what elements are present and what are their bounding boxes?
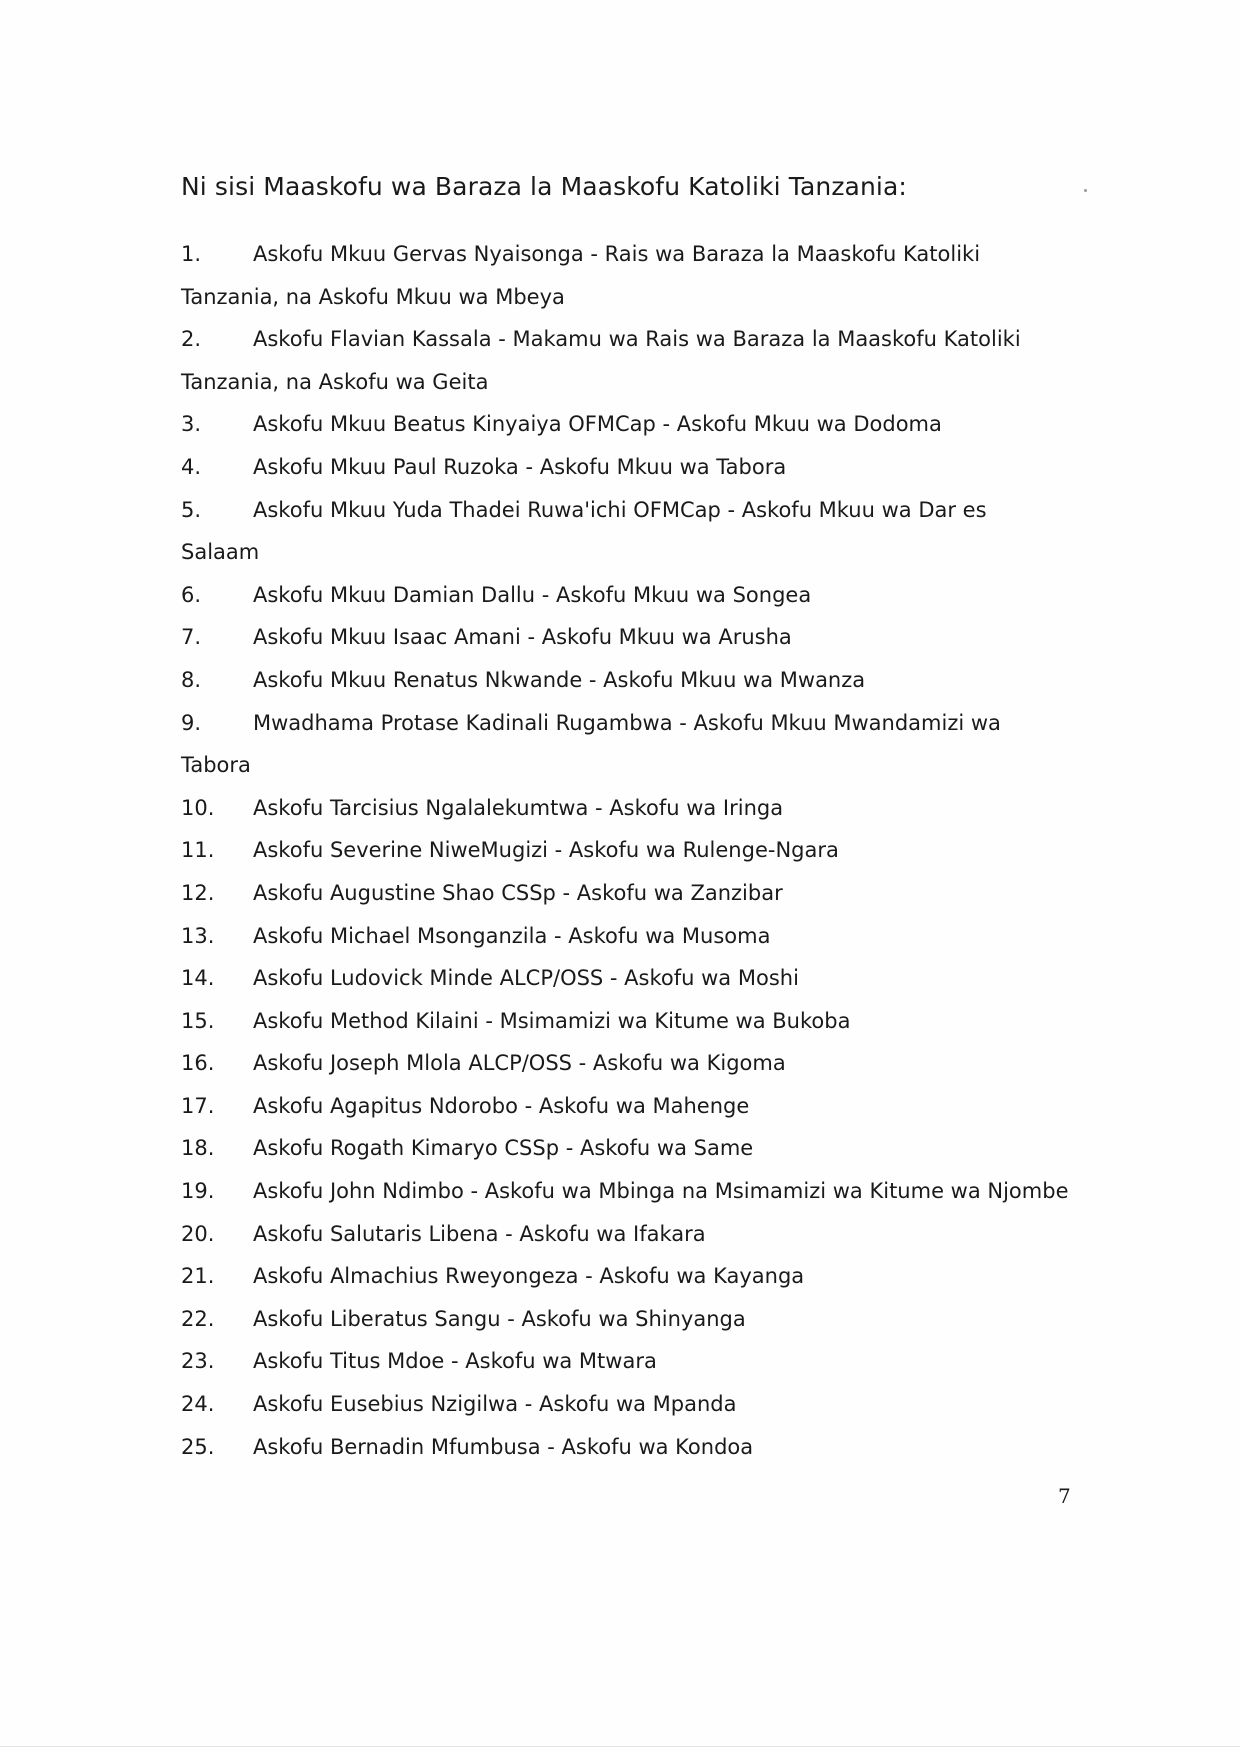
item-number: 14. [181, 966, 215, 991]
item-number: 9. [181, 710, 202, 735]
item-text: Askofu Liberatus Sangu - Askofu wa Shinyanga [253, 1306, 746, 1331]
item-number: 17. [181, 1093, 215, 1118]
list-item [181, 1042, 1111, 1085]
list-item [181, 915, 1111, 958]
item-number: 4. [181, 454, 202, 479]
item-text: Askofu Flavian Kassala - Makamu wa Rais wa Baraza la Maaskofu Katoliki [253, 327, 1021, 352]
item-text: Askofu Titus Mdoe - Askofu wa Mtwara [253, 1349, 657, 1374]
item-number: 5. [181, 497, 202, 522]
item-text: Askofu Ludovick Minde ALCP/OSS - Askofu wa Moshi [253, 966, 799, 991]
item-text: Askofu Mkuu Damian Dallu - Askofu Mkuu wa Songea [253, 582, 812, 607]
list-item [181, 787, 1111, 830]
item-text: Askofu Severine NiweMugizi - Askofu wa Rulenge-Ngara [253, 838, 839, 863]
item-number: 24. [181, 1392, 215, 1417]
item-text: Askofu Salutaris Libena - Askofu wa Ifakara [253, 1221, 706, 1246]
item-number: 7. [181, 625, 202, 650]
item-text: Askofu Mkuu Beatus Kinyaiya OFMCap - Askofu Mkuu wa Dodoma [253, 412, 942, 437]
item-number: 20. [181, 1221, 215, 1246]
item-continuation: Tanzania, na Askofu wa Geita [181, 369, 489, 394]
list-item [181, 1085, 1111, 1128]
item-text: Askofu Mkuu Isaac Amani - Askofu Mkuu wa Arusha [253, 625, 792, 650]
item-number: 15. [181, 1008, 215, 1033]
list-item [181, 872, 1111, 915]
item-text: Askofu Mkuu Paul Ruzoka - Askofu Mkuu wa Tabora [253, 454, 787, 479]
list-item [181, 489, 1111, 532]
list-item [181, 1000, 1111, 1043]
item-text: Mwadhama Protase Kadinali Rugambwa - Askofu Mkuu Mwandamizi wa [253, 710, 1001, 735]
list-item [181, 574, 1111, 617]
item-number: 13. [181, 923, 215, 948]
list-item [181, 1213, 1111, 1256]
scan-edge [0, 1746, 1240, 1747]
item-number: 12. [181, 880, 215, 905]
list-item [181, 659, 1111, 702]
list-item [181, 446, 1111, 489]
item-wrap: Tabora [181, 753, 251, 778]
item-text: Askofu Mkuu Gervas Nyaisonga - Rais wa Baraza la Maaskofu Katoliki [253, 242, 981, 266]
item-text: Askofu Michael Msonganzila - Askofu wa Musoma [253, 923, 771, 948]
list-item [181, 829, 1111, 872]
item-text: Askofu Tarcisius Ngalalekumtwa - Askofu wa Iringa [253, 795, 784, 820]
item-text: Askofu Bernadin Mfumbusa - Askofu wa Kondoa [253, 1434, 754, 1459]
list-item [181, 1298, 1111, 1341]
bishop-list [181, 233, 1111, 1468]
list-item [181, 233, 1111, 276]
item-number: 10. [181, 795, 215, 820]
item-number: 25. [181, 1434, 215, 1459]
item-text: Askofu Mkuu Renatus Nkwande - Askofu Mkuu wa Mwanza [253, 667, 866, 692]
item-number: 2. [181, 327, 202, 352]
list-item [181, 1170, 1111, 1213]
item-text: Askofu Agapitus Ndorobo - Askofu wa Mahenge [253, 1093, 750, 1118]
list-item [181, 957, 1111, 1000]
list-item [181, 702, 1111, 745]
item-text: Askofu John Ndimbo - Askofu wa Mbinga na Msimamizi wa Kitume wa Njombe [253, 1179, 1069, 1204]
item-number: 23. [181, 1349, 215, 1374]
item-number: 3. [181, 412, 202, 437]
item-continuation: Tanzania, na Askofu Mkuu wa Mbeya [181, 284, 565, 309]
list-item [181, 403, 1111, 446]
list-item [181, 1340, 1111, 1383]
item-number: 22. [181, 1306, 215, 1331]
list-item [181, 1255, 1111, 1298]
item-text: Askofu Almachius Rweyongeza - Askofu wa Kayanga [253, 1264, 805, 1289]
list-item [181, 318, 1111, 361]
item-number: 1. [181, 242, 202, 266]
item-number: 21. [181, 1264, 215, 1289]
item-number: 8. [181, 667, 202, 692]
item-text: Askofu Method Kilaini - Msimamizi wa Kitume wa Bukoba [253, 1008, 851, 1033]
item-text: Askofu Rogath Kimaryo CSSp - Askofu wa Same [253, 1136, 754, 1161]
scan-speck [1084, 189, 1087, 192]
item-wrap: Salaam [181, 540, 260, 565]
page-number: 7 [1058, 1484, 1071, 1508]
item-text: Askofu Augustine Shao CSSp - Askofu wa Zanzibar [253, 880, 783, 905]
item-text: Askofu Eusebius Nzigilwa - Askofu wa Mpanda [253, 1392, 737, 1417]
item-number: 16. [181, 1051, 215, 1076]
page-heading: Ni sisi Maaskofu wa Baraza la Maaskofu Katoliki Tanzania: [181, 172, 907, 201]
list-item [181, 616, 1111, 659]
list-item [181, 1383, 1111, 1426]
item-number: 11. [181, 838, 215, 863]
item-text: Askofu Mkuu Yuda Thadei Ruwa'ichi OFMCap - Askofu Mkuu wa Dar es [253, 497, 987, 522]
list-item [181, 1127, 1111, 1170]
item-number: 19. [181, 1179, 215, 1204]
item-number: 18. [181, 1136, 215, 1161]
list-item [181, 1426, 1111, 1469]
item-number: 6. [181, 582, 202, 607]
item-text: Askofu Joseph Mlola ALCP/OSS - Askofu wa Kigoma [253, 1051, 786, 1076]
